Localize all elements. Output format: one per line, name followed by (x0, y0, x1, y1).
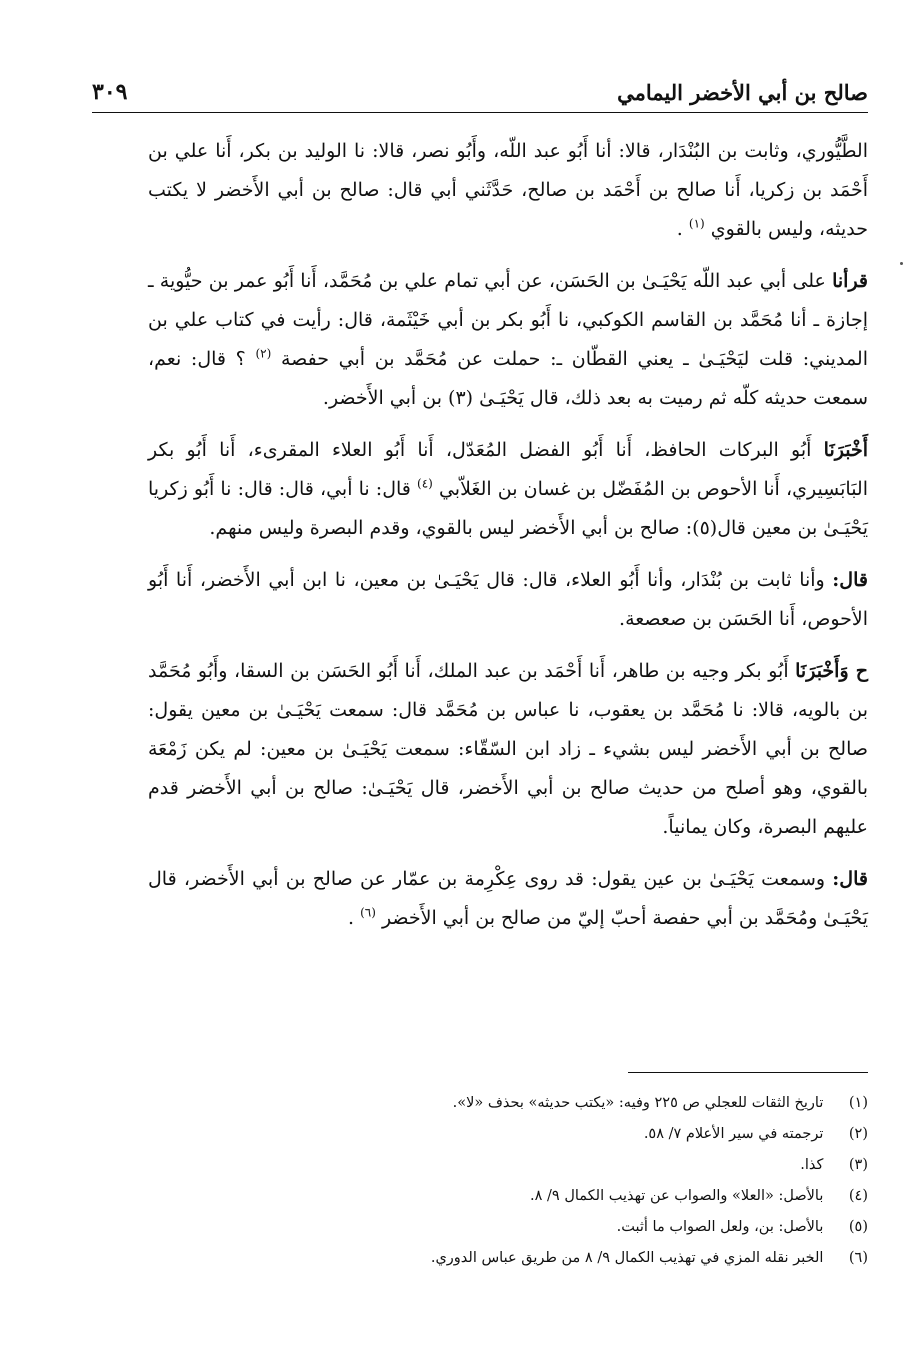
page-header (92, 74, 868, 110)
footnote-rule (628, 1072, 868, 1073)
footnote-number: (١) (848, 1095, 868, 1111)
paragraph-4 (148, 561, 868, 639)
footnote-number: (٣) (848, 1157, 868, 1173)
paragraph-text: على أبي عبد اللّه يَحْيَـىٰ بن الحَسَن، عن أبي تمام علي بن مُحَمَّد، أَنا أَبُو عمر بن حيُّوية ـ إجازة ـ أنا مُحَمَّد بن القاسم الكوكبي، نا أَبُو بكر بن أبي خَيْثَمة، قال: رأيت في كتاب علي بن المديني: قلت ليَحْيَـىٰ ـ يعني القطّان ـ: حملت عن مُحَمَّد بن أبي حفصة (148, 270, 868, 370)
running-title: صالح بن أبي الأخضر اليمامي (617, 79, 868, 105)
footnote-text: الخبر نقله المزي في تهذيب الكمال ٩/ ٨ من طريق عباس الدوري. (430, 1250, 824, 1266)
footnote-number: (٤) (848, 1188, 868, 1204)
footnote-item (280, 1088, 868, 1119)
paragraph-5 (148, 652, 868, 847)
paragraph-text: أَبُو بكر وجيه بن طاهر، أَنا أَحْمَد بن عبد الملك، أَنا أَبُو الحَسَن بن السقا، وأَبُو مُحَمَّد بن بالويه، قالا: نا مُحَمَّد بن يعقوب، نا عباس بن مُحَمَّد قال: سمعت يَحْيَـىٰ بن معين يقول: صالح بن أبي الأَخضر ليس بشيء ـ زاد ابن السّقّاء: سمعت يَحْيَـىٰ بن معين: لم يكن زَمْعَة بالقوي، وهو أصلح من حديث صالح بن أبي الأَخضر، قال يَحْيَـىٰ: صالح بن أبي الأَخضر قدم عليهم البصرة، وكان يمانياً. (148, 660, 868, 838)
footnote-item (280, 1150, 868, 1181)
paragraph-lead: أَخْبَرَنَا (823, 439, 868, 461)
paragraph-tail: ؟ قال: نعم، سمعت حديثه كلّه ثم رميت به بعد ذلك، قال يَحْيَـىٰ (٣) بن أبي الأَخضر. (148, 348, 868, 409)
footnote-text: بالأصل: «العلا» والصواب عن تهذيب الكمال ٩/ ٨. (530, 1188, 824, 1204)
paragraph-6 (148, 860, 868, 938)
footnote-number: (٦) (848, 1250, 868, 1266)
footnote-item (280, 1119, 868, 1150)
paragraph-tail: قال: نا أبي، قال: قال: نا أَبُو زكريا يَحْيَـىٰ بن معين قال(٥): صالح بن أبي الأَخضر ليس بالقوي، وقدم البصرة وليس منهم. (148, 478, 868, 539)
paragraph-text: وسمعت يَحْيَـىٰ بن عين يقول: قد روى عِكْرِمة بن عمّار عن صالح بن أبي الأَخضر، قال يَحْيَـىٰ ومُحَمَّد بن أبي حفصة أحبّ إليّ من صالح بن أبي الأَخضر (148, 868, 868, 929)
footnote-text: كذا. (800, 1157, 824, 1173)
paragraph-lead: قال: (832, 569, 868, 591)
footnote-item (280, 1181, 868, 1212)
paragraph-lead: قال: (832, 868, 868, 890)
paragraph-lead: ح وَأَخْبَرَنَا (795, 660, 869, 682)
footnote-ref: (٢) (255, 346, 272, 361)
footnote-item (280, 1212, 868, 1243)
footnotes (280, 1088, 868, 1274)
header-rule (92, 112, 868, 113)
paragraph-text: وأنا ثابت بن بُنْدَار، وأنا أَبُو العلاء، قال: قال يَحْيَـىٰ بن معين، نا ابن أبي الأَخضر، أَنا أَبُو الأحوص، أَنا الحَسَن بن صعصعة. (148, 569, 868, 630)
page-number: ٣٠٩ (92, 79, 128, 105)
paragraph-tail: . (676, 218, 683, 240)
footnote-text: بالأصل: بن، ولعل الصواب ما أثبت. (616, 1219, 824, 1235)
paragraph-text: أَبُو البركات الحافظ، أَنا أَبُو الفضل المُعَدّل، أَنا أَبُو العلاء المقرىء، أَنا أَبُو بكر البَابَسِيري، أَنا الأحوص بن المُفَضّل بن غسان بن الغَلاّبي (148, 439, 869, 500)
footnote-item (280, 1243, 868, 1274)
footnote-ref: (٦) (360, 905, 376, 920)
paragraph-1 (148, 132, 868, 249)
footnote-number: (٥) (848, 1219, 868, 1235)
footnote-text: ترجمته في سير الأعلام ٧/ ٥٨. (643, 1126, 824, 1142)
paragraph-text: الطَّيُّوري، وثابت بن البُنْدَار، قالا: أنا أَبُو عبد اللّه، وأَبُو نصر، قالا: نا الوليد بن بكر، أَنا علي بن أَحْمَد بن زكريا، أَنا صالح بن أَحْمَد بن صالح، حَدَّثَني أبي قال: صالح بن أبي الأَخضر لا يكتب حديثه، وليس بالقوي (148, 140, 868, 240)
footnote-text: تاريخ الثقات للعجلي ص ٢٢٥ وفيه: «يكتب حديثه» بحذف «لا». (452, 1095, 824, 1111)
paragraph-lead: قرأنا (832, 270, 869, 292)
footnote-ref: (١) (688, 216, 705, 231)
footnote-ref: (٤) (417, 476, 433, 491)
paragraph-2 (148, 262, 868, 418)
paragraph-3 (148, 431, 868, 548)
body-text (148, 132, 868, 951)
footnote-number: (٢) (848, 1126, 868, 1142)
paragraph-tail: . (347, 907, 355, 929)
margin-mark (900, 262, 903, 265)
